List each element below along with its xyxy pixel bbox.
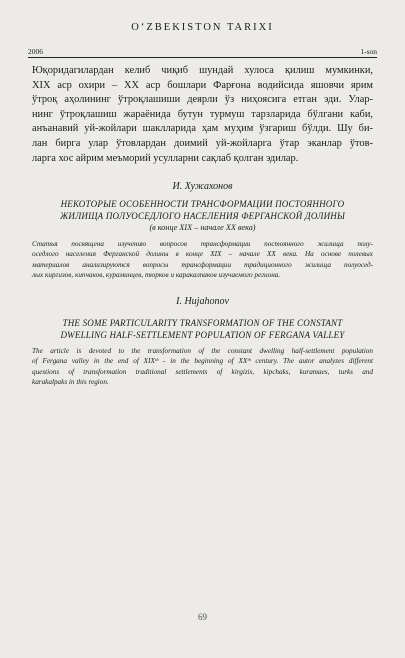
paragraph-line: нинг ўтроқлашиш жараёнида бутун турмуш тарзларида бўлгани каби, (32, 108, 373, 120)
ru-subtitle: (в конце XIX – начале XX века) (149, 223, 256, 232)
uz-paragraph (32, 64, 373, 166)
abstract-line: questions of transformation traditional settlements of kirgizis, kipchaks, kuramaes, turks and (32, 367, 373, 376)
abstract-line: оседлого населения Ферганской долины в конце XIX – начале XX века. На основе полевых (32, 250, 373, 259)
year-label: 2006 (28, 47, 43, 56)
header-rule (28, 57, 377, 58)
paragraph-line: анъанавий уй-жойлари шаклларида ҳам муҳим ўзгариш бўлди. Шу би- (32, 123, 373, 135)
en-title (36, 317, 369, 341)
journal-title: O‘ZBEKISTON TARIXI (131, 22, 274, 33)
abstract-line: of Fergana valley in the end of XIXᵗʰ - in the beginning of XXᵗʰ century. The autor analyzes different (32, 357, 373, 366)
ru-abstract (32, 239, 373, 281)
ru-title-line: НЕКОТОРЫЕ ОСОБЕННОСТИ ТРАНСФОРМАЦИИ ПОСТОЯННОГО (60, 199, 345, 209)
abstract-line: Статья посвящена изучению вопросов трансформации постоянного жилища полу- (32, 240, 373, 248)
en-title-line: DWELLING HALF-SETTLEMENT POPULATION OF FERGANA VALLEY (60, 330, 345, 340)
abstract-line: материалов анализируются вопросы трансформации традиционного жилища полуосед- (32, 260, 373, 269)
ru-title-line: ЖИЛИЩА ПОЛУОСЕДЛОГО НАСЕЛЕНИЯ ФЕРГАНСКОЙ ДОЛИНЫ (59, 211, 346, 221)
abstract-line: лых киргизов, кипчаков, кураминцев, тюрков и каракалпаков изучаемого региона. (32, 271, 281, 280)
paragraph-line: Юқоридагилардан келиб чиқиб шундай хулоса қилиш мумкинки, (32, 65, 373, 76)
issue-label: 1-son (360, 47, 377, 56)
ru-author: И. Хужахонов (172, 181, 233, 192)
abstract-line: karakalpaks in this region. (32, 378, 109, 387)
paragraph-line: ўтроқ аҳолининг ўтроқлашиши деярли ўз ниҳоясига етган эди. Улар- (32, 94, 373, 106)
abstract-line: The article is devoted to the transformation of the constant dwelling half-settlement population (32, 347, 373, 355)
en-abstract (32, 346, 373, 388)
paragraph-line: лан бирга улар ўтовлардан доимий уй-жойларга ўтар эканлар ўтов- (32, 137, 373, 149)
page-number: 69 (198, 612, 207, 622)
ru-title (36, 198, 369, 222)
en-author: I. Hujahonov (176, 296, 229, 307)
paragraph-line: ларга хос айрим меъморий усулларни сақлаб қолган эдилар. (32, 152, 299, 164)
en-title-line: THE SOME PARTICULARITY TRANSFORMATION OF THE CONSTANT (62, 318, 343, 328)
paragraph-line: XIX аср охири – XX аср бошлари Фарғона водийсида яшовчи ярим (32, 79, 373, 91)
